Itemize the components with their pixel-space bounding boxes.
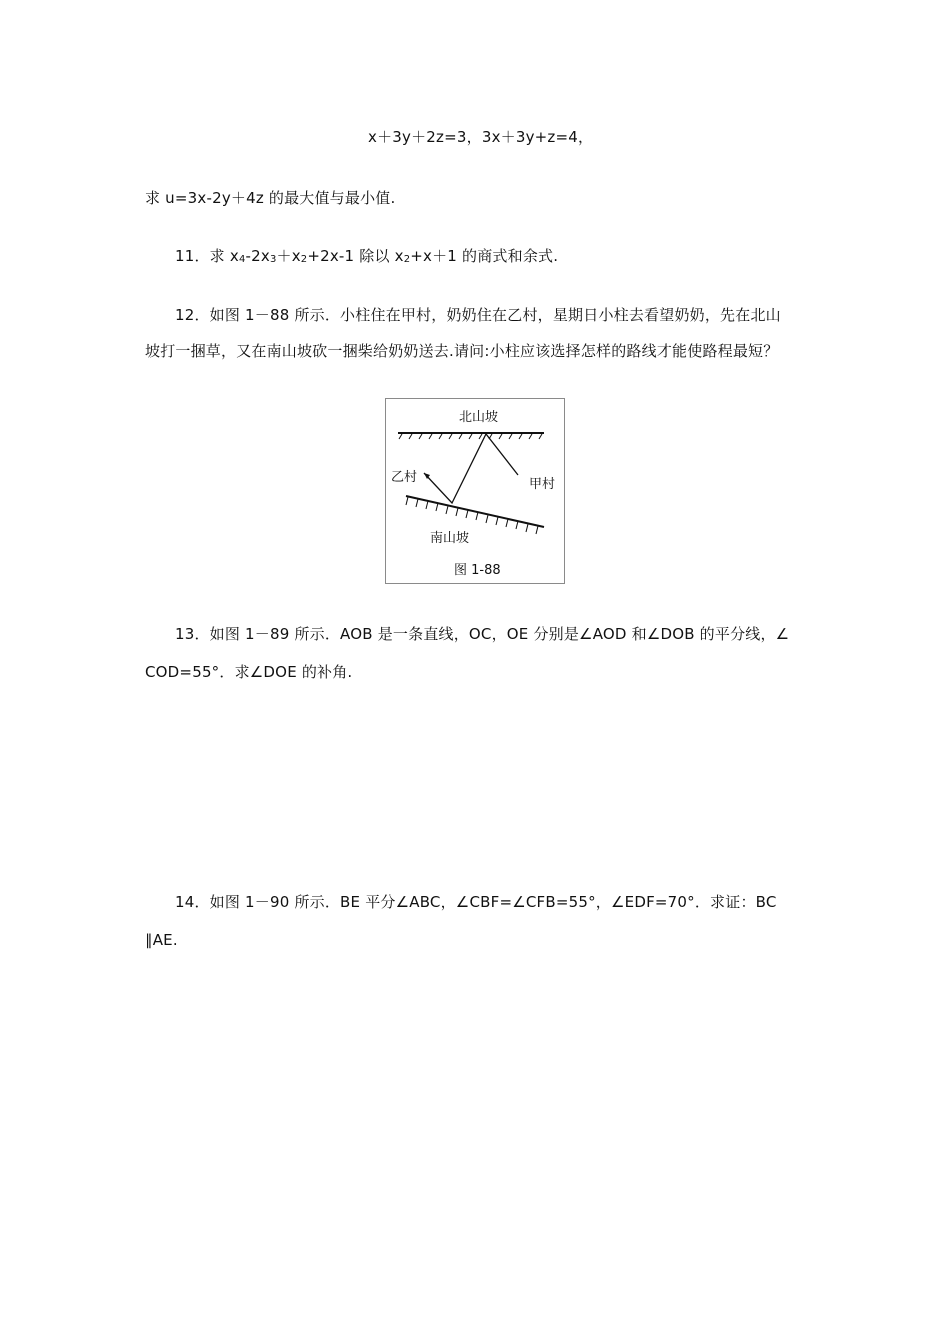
question-10-tail: 求 u=3x-2y＋4z 的最大值与最小值. — [145, 189, 396, 207]
question-13-line-1: 13．如图 1－89 所示．AOB 是一条直线，OC，OE 分别是∠AOD 和∠DOB 的平分线，∠ — [175, 625, 790, 643]
shortest-route-path — [424, 434, 518, 503]
q11-suffix: +x＋1 的商式和余式. — [410, 247, 559, 265]
question-11 — [175, 246, 558, 269]
north-slope-label: 北山坡 — [459, 410, 499, 425]
equation-line: x＋3y＋2z=3，3x＋3y+z=4， — [368, 128, 594, 146]
village-a-label: 甲村 — [529, 477, 556, 492]
south-slope-hatching — [406, 497, 538, 534]
q11-divisor-start: +2x-1 除以 x — [307, 247, 404, 265]
q11-term-x: ＋x — [276, 247, 301, 265]
question-12-line-1: 12．如图 1－88 所示．小柱住在甲村，奶奶住在乙村，星期日小柱去看望奶奶，先在北山 — [175, 306, 781, 324]
q11-exponent-2: 2 — [300, 254, 308, 265]
q11-exponent-3: 3 — [269, 254, 277, 265]
q11-divisor-exponent: 2 — [403, 254, 411, 265]
question-12-line-2: 坡打一捆草，又在南山坡砍一捆柴给奶奶送去.请问:小柱应该选择怎样的路线才能使路程最短？ — [145, 342, 779, 360]
q11-term-2x: -2x — [245, 247, 270, 265]
q11-prefix: 11．求 x — [175, 247, 239, 265]
question-14-line-2: ∥AE. — [145, 931, 178, 949]
figure-caption: 图 1-88 — [454, 563, 501, 578]
south-slope-line — [406, 496, 544, 527]
question-14-line-1: 14．如图 1－90 所示．BE 平分∠ABC，∠CBF=∠CFB=55°，∠EDF=70°．求证：BC — [175, 893, 777, 911]
south-slope-label: 南山坡 — [430, 531, 470, 546]
q11-exponent-4: 4 — [238, 254, 246, 265]
question-13-line-2: COD=55°．求∠DOE 的补角. — [145, 663, 353, 681]
figure-1-88 — [385, 398, 565, 584]
village-b-label: 乙村 — [391, 470, 418, 485]
north-slope-hatching — [399, 434, 542, 439]
figure-1-88-drawing — [386, 399, 564, 583]
